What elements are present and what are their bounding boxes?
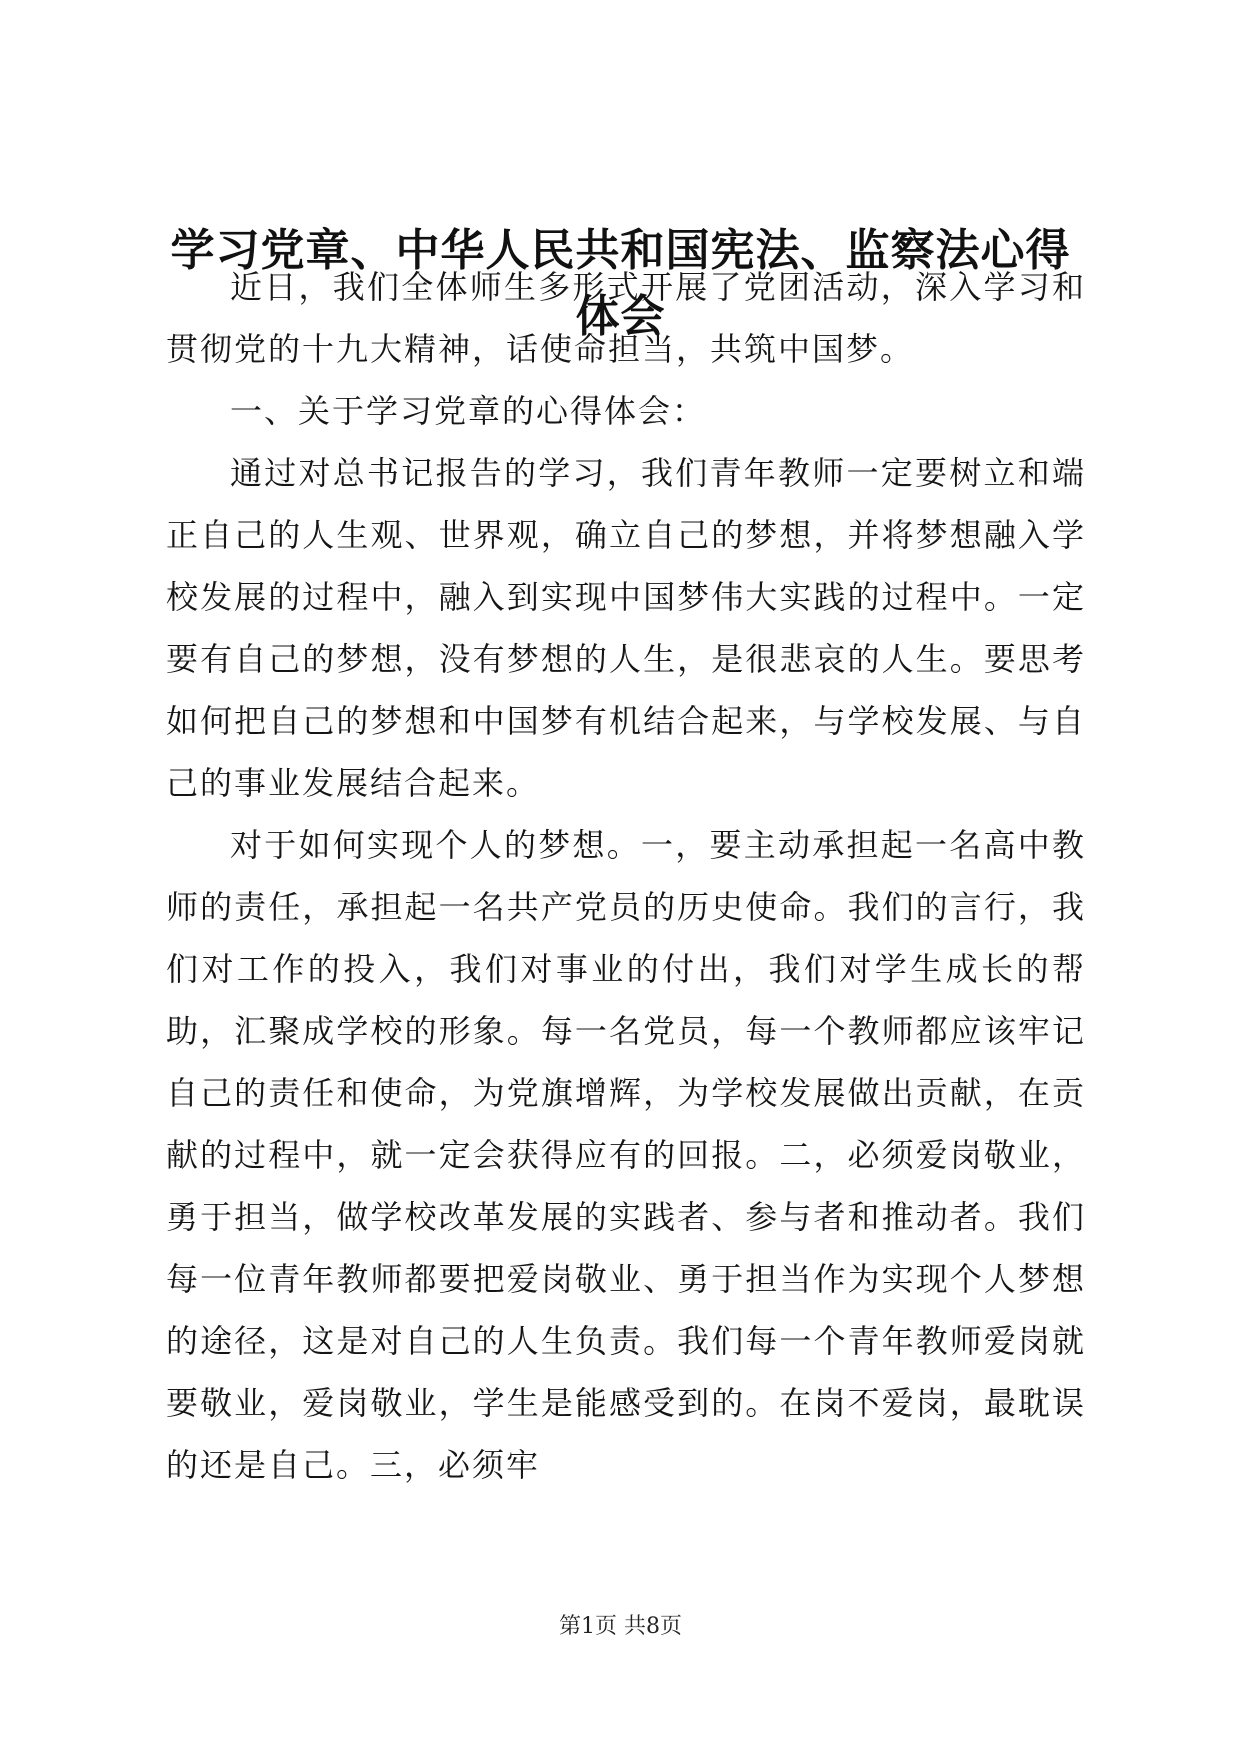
paragraph-intro: 近日，我们全体师生多形式开展了党团活动，深入学习和贯彻党的十九大精神，话使命担当，共筑中国梦。 — [166, 268, 1086, 368]
page-number-footer: 第1页 共8页 — [559, 1614, 682, 1639]
document-body — [166, 256, 1086, 1496]
section-heading-party-constitution: 一、关于学习党章的心得体会： — [230, 392, 707, 430]
document-title: 学习党章、中华人民共和国宪法、监察法心得体会 — [170, 225, 1071, 342]
paragraph-study-report: 通过对总书记报告的学习，我们青年教师一定要树立和端正自己的人生观、世界观，确立自己的梦想，并将梦想融入学校发展的过程中，融入到实现中国梦伟大实践的过程中。一定要有自己的梦想，没有梦想的人生，是很悲哀的人生。要思考如何把自己的梦想和中国梦有机结合起来，与学校发展、与自己的事业发展结合起来。 — [166, 454, 1086, 802]
paragraph-personal-dream: 对于如何实现个人的梦想。一，要主动承担起一名高中教师的责任，承担起一名共产党员的历史使命。我们的言行，我们对工作的投入，我们对事业的付出，我们对学生成长的帮助，汇聚成学校的形象。每一名党员，每一个教师都应该牢记自己的责任和使命，为党旗增辉，为学校发展做出贡献，在贡献的过程中，就一定会获得应有的回报。二，必须爱岗敬业，勇于担当，做学校改革发展的实践者、参与者和推动者。我们每一位青年教师都要把爱岗敬业、勇于担当作为实现个人梦想的途径，这是对自己的人生负责。我们每一个青年教师爱岗就要敬业，爱岗敬业，学生是能感受到的。在岗不爱岗，最耽误的还是自己。三，必须牢 — [166, 826, 1086, 1484]
